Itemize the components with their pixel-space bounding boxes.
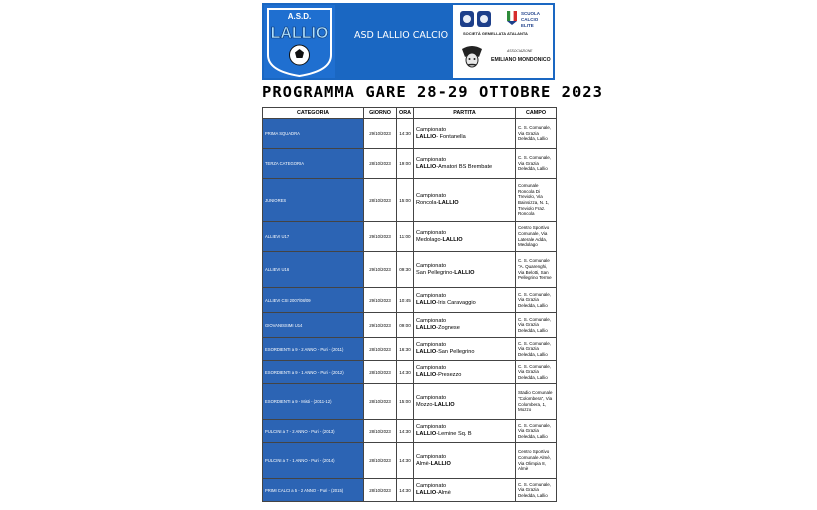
cell-campo: C. S. Comunale, Via Grazia Deledda, Lallio	[516, 479, 557, 502]
cell-campo: C. S. Comunale, Via Grazia Deledda, Lallio	[516, 313, 557, 338]
table-row	[263, 252, 557, 288]
cell-categoria: PRIMA SQUADRA	[263, 119, 364, 149]
competition-label: Campionato	[416, 342, 447, 349]
cell-partita	[414, 313, 516, 338]
cell-categoria: ALLIEVI U16	[263, 252, 364, 288]
opponent-name: Mozzo-	[416, 401, 435, 408]
cell-categoria: ESORDIENTI a 9 - 1 ANNO - Puri - (2012)	[263, 361, 364, 384]
cell-partita	[414, 420, 516, 443]
cell-campo: C. S. Comunale, Via Grazia Deledda, Lallio	[516, 149, 557, 179]
cell-campo: Centro Sportivo Comunale, Via Laterale Adda, Medolago	[516, 222, 557, 252]
match-teams	[416, 431, 472, 437]
cell-ora: 16:30	[397, 338, 414, 361]
home-club-name: LALLIO	[416, 372, 437, 378]
cell-categoria: JUNIORES	[263, 179, 364, 222]
cell-giorno: 28/10/2023	[364, 361, 397, 384]
table-row	[263, 149, 557, 179]
cell-partita	[414, 222, 516, 252]
schedule-table	[262, 107, 557, 502]
cell-giorno: 28/10/2023	[364, 149, 397, 179]
cell-partita	[414, 179, 516, 222]
competition-label: Campionato	[416, 483, 447, 490]
logo-acronym: A.S.D.	[287, 12, 312, 21]
competition-label: Campionato	[416, 394, 447, 401]
header-banner	[262, 3, 555, 80]
home-club-name: LALLIO	[438, 200, 459, 206]
table-row	[263, 222, 557, 252]
match-teams	[416, 349, 474, 355]
opponent-name: -Amatori BS Brembate	[436, 163, 493, 170]
cell-categoria: TERZA CATEGORIA	[263, 149, 364, 179]
table-row	[263, 119, 557, 149]
home-club-name: LALLIO	[416, 163, 437, 170]
cell-partita	[414, 338, 516, 361]
table-row	[263, 479, 557, 502]
competition-label: Campionato	[416, 424, 447, 431]
cell-partita	[414, 443, 516, 479]
cell-ora: 14:30	[397, 119, 414, 149]
club-logo	[264, 5, 335, 78]
opponent-name: -Iris Caravaggio	[436, 300, 476, 306]
cell-giorno: 29/10/2023	[364, 222, 397, 252]
table-row	[263, 443, 557, 479]
competition-label: Campionato	[416, 262, 447, 269]
cell-giorno: 29/10/2023	[364, 313, 397, 338]
match-teams	[416, 300, 476, 306]
opponent-name: Almè-	[416, 460, 431, 467]
cell-giorno: 29/10/2023	[364, 288, 397, 313]
cell-giorno: 28/10/2023	[364, 479, 397, 502]
table-header-row	[263, 108, 557, 119]
match-teams	[416, 164, 492, 170]
opponent-name: -Lemine Sq. B	[436, 431, 472, 437]
opponent-name: Medolago-	[416, 236, 443, 243]
opponent-name: -Almè	[436, 490, 451, 496]
cell-giorno: 28/10/2023	[364, 338, 397, 361]
partner-association: ASSOCIAZIONE	[507, 49, 533, 53]
match-teams	[416, 200, 459, 206]
competition-label: Campionato	[416, 126, 447, 133]
match-teams	[416, 325, 460, 331]
opponent-name: Roncola-	[416, 200, 439, 206]
home-club-name: LALLIO	[416, 490, 437, 496]
partner-box	[453, 5, 553, 78]
home-club-name: LALLIO	[442, 236, 463, 243]
competition-label: Campionato	[416, 229, 447, 236]
cell-campo: Stadio Comunale "Colombera", Via Colombera, 1, Mozzo	[516, 384, 557, 420]
cell-partita	[414, 361, 516, 384]
cell-categoria: ESORDIENTI a 9 - Misti - (2011-12)	[263, 384, 364, 420]
cell-giorno: 28/10/2023	[364, 443, 397, 479]
club-crest-icon	[264, 5, 335, 78]
match-teams	[416, 461, 451, 467]
cell-ora: 11:00	[397, 222, 414, 252]
cell-partita	[414, 149, 516, 179]
competition-label: Campionato	[416, 318, 447, 325]
competition-label: Campionato	[416, 293, 447, 300]
table-row	[263, 361, 557, 384]
cell-giorno: 28/10/2023	[364, 384, 397, 420]
home-club-name: LALLIO	[416, 325, 437, 331]
cell-campo: C. S. Comunale, Via Grazia Deledda, Lallio	[516, 338, 557, 361]
cell-campo: Centro Sportivo Comunale Almè, Via Olimpia 8, Almè	[516, 443, 557, 479]
cell-ora: 14:30	[397, 420, 414, 443]
cell-partita	[414, 288, 516, 313]
match-teams	[416, 134, 466, 140]
home-club-name: LALLIO	[416, 349, 437, 355]
match-teams	[416, 270, 474, 276]
cell-ora: 10:45	[397, 288, 414, 313]
cell-campo: C. S. Comunale, Via Grazia Deledda, Lallio	[516, 119, 557, 149]
home-club-name: LALLIO	[434, 401, 455, 408]
table-row	[263, 420, 557, 443]
competition-label: Campionato	[416, 193, 447, 200]
opponent-name: - Fontanella	[436, 133, 466, 140]
cell-categoria: GIOVANISSIMI U14	[263, 313, 364, 338]
competition-label: Campionato	[416, 156, 447, 163]
page-title: PROGRAMMA GARE 28-29 OTTOBRE 2023	[262, 83, 603, 101]
home-club-name: LALLIO	[416, 133, 437, 140]
cell-campo: Comunale Roncola Di Treviolo, Via Bainsizza, N. 1, Treviolo Fraz. Roncola	[516, 179, 557, 222]
cell-ora: 19:00	[397, 149, 414, 179]
table-row	[263, 338, 557, 361]
cell-campo: C. S. Comunale, Via Grazia Deledda, Lallio	[516, 420, 557, 443]
cell-ora: 14:30	[397, 361, 414, 384]
opponent-name: -Presezzo	[436, 372, 462, 378]
cell-categoria: ALLIEVI U17	[263, 222, 364, 252]
col-ora: ORA	[397, 108, 414, 119]
portrait-icon	[459, 43, 485, 73]
club-name: ASD LALLIO CALCIO	[354, 30, 449, 41]
table-row	[263, 179, 557, 222]
home-club-name: LALLIO	[430, 460, 451, 467]
cell-giorno: 29/10/2023	[364, 119, 397, 149]
cell-categoria: PULCINI a 7 - 1 ANNO - Puri - (2014)	[263, 443, 364, 479]
partner-name: EMILIANO MONDONICO	[491, 57, 551, 63]
match-teams	[416, 490, 451, 496]
partner-elite: SCUOLA CALCIO ELITE	[521, 11, 540, 28]
opponent-name: -Zognese	[436, 325, 460, 331]
opponent-name: -San Pellegrino	[436, 349, 475, 355]
table-row	[263, 288, 557, 313]
col-categoria: CATEGORIA	[263, 108, 364, 119]
cell-campo: C. S. Comunale, Via Grazia Deledda, Lallio	[516, 361, 557, 384]
opponent-name: San Pellegrino-	[416, 269, 455, 276]
atalanta-badges-icon	[459, 9, 493, 29]
cell-giorno: 29/10/2023	[364, 252, 397, 288]
cell-categoria: PRIMI CALCI a 5 - 2 ANNO - Puri - (2015)	[263, 479, 364, 502]
cell-giorno: 28/10/2023	[364, 420, 397, 443]
cell-ora: 15:00	[397, 179, 414, 222]
cell-partita	[414, 479, 516, 502]
match-teams	[416, 402, 455, 408]
partner-twinning: SOCIETÀ GEMELLATA ATALANTA	[463, 31, 528, 36]
cell-partita	[414, 119, 516, 149]
competition-label: Campionato	[416, 453, 447, 460]
cell-ora: 09:00	[397, 313, 414, 338]
match-teams	[416, 237, 463, 243]
cell-categoria: ALLIEVI CSI 2007/08/09	[263, 288, 364, 313]
cell-giorno: 28/10/2023	[364, 179, 397, 222]
cell-categoria: PULCINI a 7 - 2 ANNO - Puri - (2013)	[263, 420, 364, 443]
logo-club: LALLIO	[270, 25, 329, 42]
competition-label: Campionato	[416, 365, 447, 372]
table-row	[263, 384, 557, 420]
col-partita: PARTITA	[414, 108, 516, 119]
home-club-name: LALLIO	[416, 431, 437, 437]
home-club-name: LALLIO	[454, 269, 475, 276]
home-club-name: LALLIO	[416, 300, 437, 306]
cell-partita	[414, 384, 516, 420]
col-campo: CAMPO	[516, 108, 557, 119]
cell-campo: C. S. Comunale "A. Quarenghi, Via Belotti, San Pellegrino Terme	[516, 252, 557, 288]
figc-shield-icon	[507, 11, 517, 25]
match-teams	[416, 372, 461, 378]
cell-campo: C. S. Comunale, Via Grazia Deledda, Lallio	[516, 288, 557, 313]
cell-ora: 14:30	[397, 443, 414, 479]
col-giorno: GIORNO	[364, 108, 397, 119]
cell-ora: 14:30	[397, 479, 414, 502]
cell-categoria: ESORDIENTI a 9 - 2 ANNO - Puri - (2011)	[263, 338, 364, 361]
cell-ora: 15:00	[397, 384, 414, 420]
cell-ora: 09:30	[397, 252, 414, 288]
cell-partita	[414, 252, 516, 288]
table-row	[263, 313, 557, 338]
